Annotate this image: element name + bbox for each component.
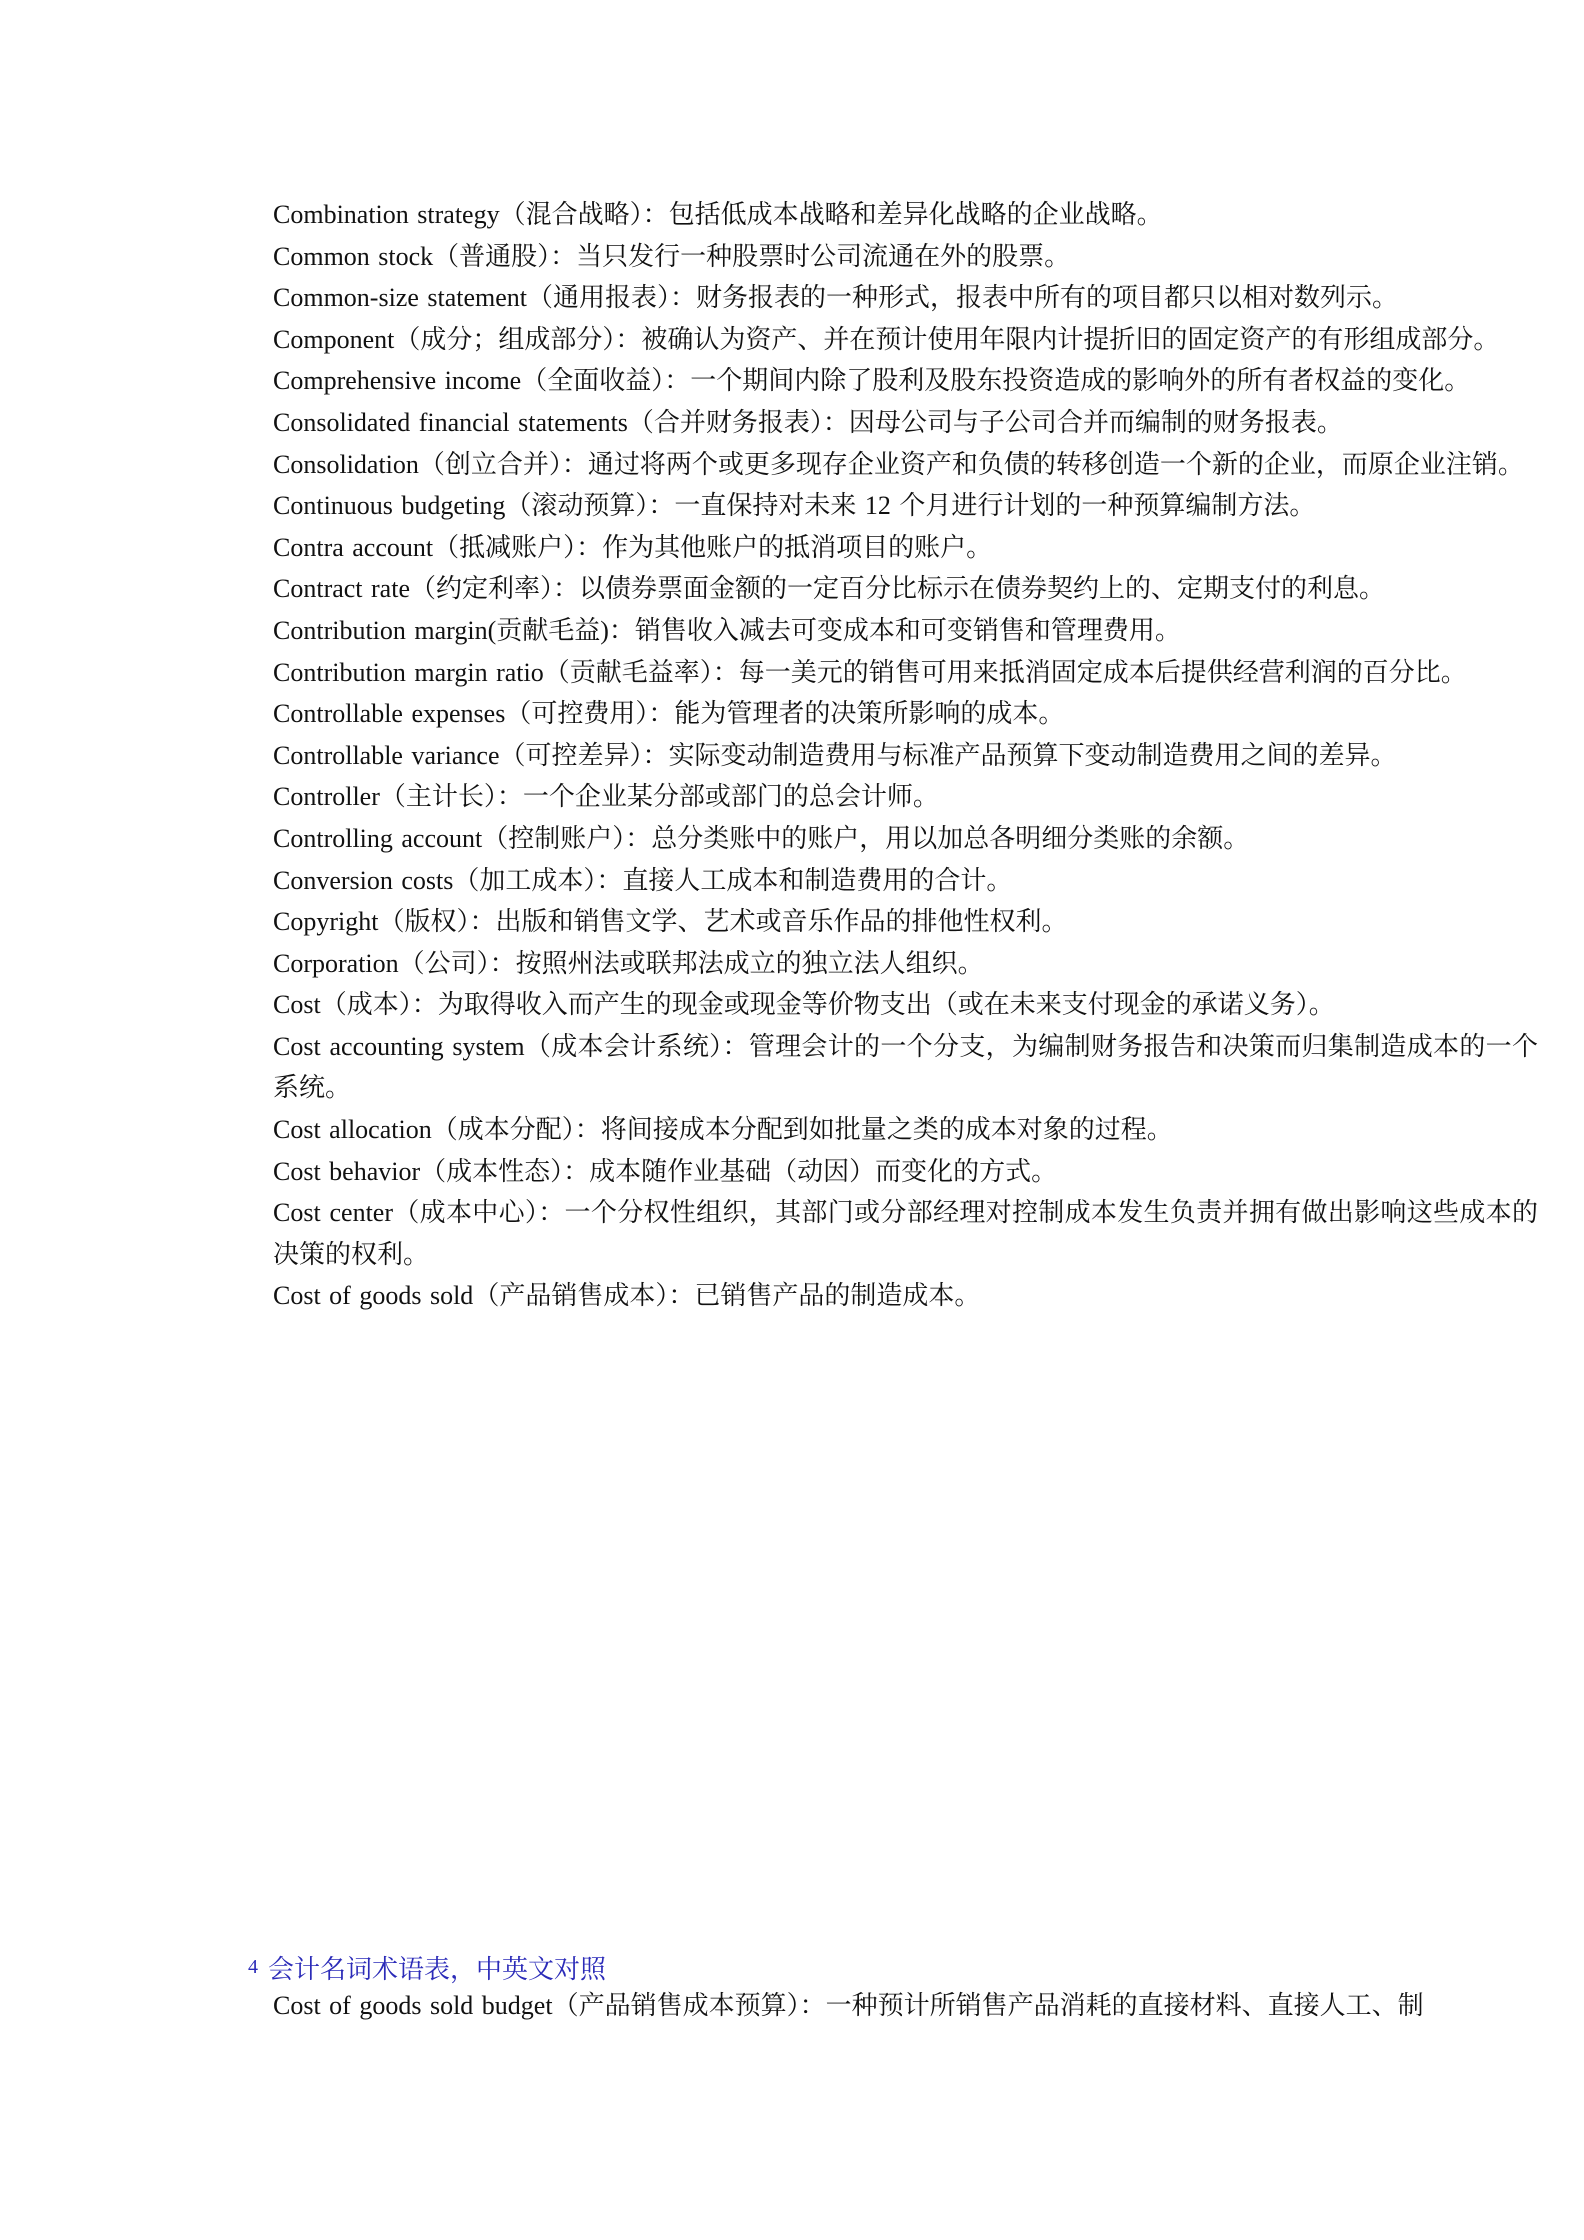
- entry-definition: （公司）：按照州法或联邦法成立的独立法人组织。: [398, 948, 984, 978]
- entry-definition: （成本中心）：一个分权性组织，其部门或分部经理对控制成本发生负责并拥有做出影响这些成本的决策的权利。: [273, 1198, 1538, 1269]
- entry-definition: (贡献毛益)：销售收入减去可变成本和可变销售和管理费用。: [487, 615, 1181, 645]
- entry-definition: （全面收益）：一个期间内除了股利及股东投资造成的影响外的所有者权益的变化。: [521, 366, 1471, 396]
- glossary-entry: [273, 568, 1538, 610]
- entry-term: Contra account: [273, 532, 434, 562]
- glossary-entry: [273, 1109, 1538, 1151]
- entry-term: Conversion costs: [273, 865, 454, 895]
- entry-definition: （加工成本）：直接人工成本和制造费用的合计。: [453, 865, 1013, 895]
- glossary-entry: [273, 1026, 1538, 1109]
- entry-term: Continuous budgeting: [273, 491, 506, 521]
- entry-definition: （抵减账户）：作为其他账户的抵消项目的账户。: [433, 532, 993, 562]
- glossary-entry: [273, 402, 1538, 444]
- entry-definition: （版权）：出版和销售文学、艺术或音乐作品的排他性权利。: [378, 907, 1068, 937]
- glossary-entry: [273, 984, 1538, 1026]
- entry-term: Controllable expenses: [273, 699, 506, 729]
- entry-definition: （成本性态）：成本随作业基础（动因）而变化的方式。: [420, 1156, 1058, 1186]
- glossary-entry: [273, 527, 1538, 569]
- entry-definition: （成本会计系统）：管理会计的一个分支，为编制财务报告和决策而归集制造成本的一个系统。: [273, 1031, 1538, 1103]
- entry-term: Cost of goods sold budget: [273, 1991, 553, 2020]
- entry-definition: （通用报表）：财务报表的一种形式，报表中所有的项目都只以相对数列示。: [527, 283, 1399, 313]
- entry-term: Comprehensive income: [273, 366, 522, 396]
- entry-term: Cost behavior: [273, 1156, 421, 1186]
- entry-definition: （可控费用）：能为管理者的决策所影响的成本。: [505, 699, 1065, 729]
- entry-term: Controller: [273, 782, 380, 812]
- entry-definition: （创立合并）：通过将两个或更多现存企业资产和负债的转移创造一个新的企业，而原企业注销。: [418, 449, 1524, 479]
- entry-term: Contribution margin: [273, 615, 488, 645]
- entry-definition: （合并财务报表）：因母公司与子公司合并而编制的财务报表。: [627, 407, 1343, 437]
- entry-term: Component: [273, 324, 395, 354]
- glossary-entry: [273, 1151, 1538, 1193]
- glossary-entry: [273, 444, 1538, 486]
- entry-definition: （成本）：为取得收入而产生的现金或现金等价物支出（或在未来支付现金的承诺义务）。: [320, 990, 1335, 1020]
- page-footer-header: [248, 1949, 606, 1988]
- glossary-entry: [273, 1985, 1538, 2027]
- entry-definition: （成本分配）：将间接成本分配到如批量之类的成本对象的过程。: [431, 1115, 1173, 1145]
- entry-definition: （产品销售成本）：已销售产品的制造成本。: [473, 1281, 981, 1311]
- glossary-entry: [273, 277, 1538, 319]
- entry-term: Combination strategy: [273, 200, 500, 229]
- glossary-entry: [273, 319, 1538, 361]
- entry-definition: （可控差异）：实际变动制造费用与标准产品预算下变动制造费用之间的差异。: [499, 740, 1397, 770]
- glossary-entry: [273, 943, 1538, 985]
- entry-definition: （普通股）：当只发行一种股票时公司流通在外的股票。: [433, 241, 1071, 271]
- entry-term: Common stock: [273, 241, 434, 271]
- entry-term: Common-size statement: [273, 283, 528, 313]
- glossary-entry: [273, 360, 1538, 402]
- glossary-entry: [273, 860, 1538, 902]
- entry-definition: （产品销售成本预算）：一种预计所销售产品消耗的直接材料、直接人工、制: [552, 1991, 1424, 2020]
- glossary-entry: [273, 485, 1538, 527]
- entry-definition: （贡献毛益率）：每一美元的销售可用来抵消固定成本后提供经营利润的百分比。: [543, 657, 1467, 687]
- entry-term: Cost of goods sold: [273, 1281, 474, 1311]
- glossary-entry: [273, 901, 1538, 943]
- glossary-entry: [273, 693, 1538, 735]
- glossary-entry: [273, 776, 1538, 818]
- glossary-entry: [273, 818, 1538, 860]
- entry-definition: （滚动预算）：一直保持对未来 12 个月进行计划的一种预算编制方法。: [505, 491, 1316, 521]
- next-page-continuation: [273, 1985, 1538, 2027]
- entry-definition: （主计长）：一个企业某分部或部门的总会计师。: [379, 782, 939, 812]
- glossary-entry: [273, 1275, 1538, 1317]
- entry-term: Corporation: [273, 948, 399, 978]
- document-title: 会计名词术语表，中英文对照: [268, 1955, 607, 1984]
- glossary-entry: [273, 652, 1538, 694]
- entry-term: Cost center: [273, 1198, 394, 1228]
- glossary-entry: [273, 194, 1538, 236]
- entry-term: Controlling account: [273, 823, 483, 853]
- entry-term: Cost accounting system: [273, 1031, 525, 1061]
- entry-term: Controllable variance: [273, 740, 500, 770]
- glossary-entry: [273, 610, 1538, 652]
- entry-term: Copyright: [273, 907, 379, 937]
- glossary-entry-list: [273, 194, 1538, 1317]
- entry-term: Cost: [273, 990, 321, 1020]
- entry-term: Consolidation: [273, 449, 419, 479]
- entry-definition: （约定利率）：以债券票面金额的一定百分比标示在债券契约上的、定期支付的利息。: [410, 574, 1386, 604]
- entry-definition: （混合战略）：包括低成本战略和差异化战略的企业战略。: [499, 200, 1163, 229]
- entry-definition: （控制账户）：总分类账中的账户，用以加总各明细分类账的余额。: [482, 823, 1250, 853]
- glossary-entry: [273, 1192, 1538, 1275]
- entry-term: Contract rate: [273, 574, 410, 604]
- glossary-entry: [273, 236, 1538, 278]
- entry-term: Contribution margin ratio: [273, 657, 544, 687]
- entry-term: Consolidated financial statements: [273, 407, 628, 437]
- entry-term: Cost allocation: [273, 1115, 432, 1145]
- entry-definition: （成分；组成部分）：被确认为资产、并在预计使用年限内计提折旧的固定资产的有形组成部分。: [394, 324, 1500, 354]
- page-number: 4: [248, 1956, 258, 1978]
- glossary-entry: [273, 735, 1538, 777]
